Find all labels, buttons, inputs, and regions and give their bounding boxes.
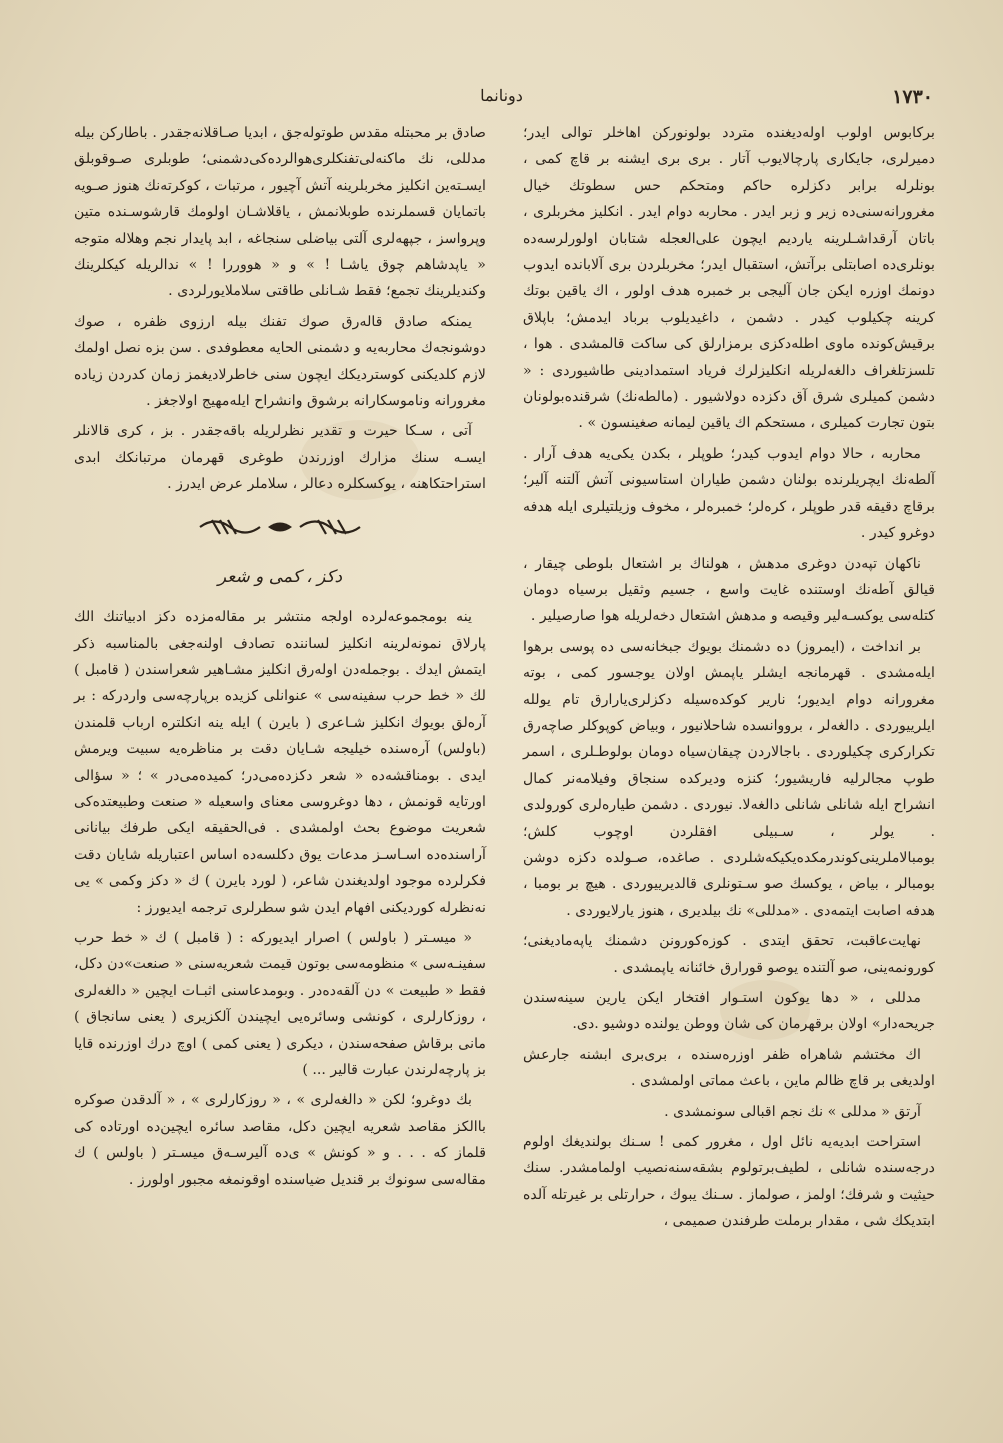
section-title: دکز ، کمی و شعر: [217, 566, 343, 587]
page-header: [70, 86, 933, 116]
paragraph: « میسـتر ( باولس ) اصرار ایدیورکە : ( قامبل ) ك « خط حرب سفینـەسی » منظومەسی بوتون قیمت شعریەسنی « صنعت»دن دکل، فقط « طبیعت » دن آلقەدەدر . وبومدعاسنی اثبـات ایچین « دالغەلری ، روزکارلری ، کونشی وسائرەیی ایچیندن آلکزیری ( یعنی سانجاق ) مانی برقاش صفحەسندن ، دیکری ( یعنی کمی ) اوچ درك اوزرندە قایا بز پارچەلرندن عبارت قالیر ... ): [74, 929, 486, 1078]
paragraph: ناکهان تپەدن دوغری مدهش ، هولناك بر اشتعال بلوطی چیقار ، قیالق آطەنك اوستندە غایت واسع ، جسیم وثقیل برسیاە دومان کتلەسی یوکسـەلیر وقیصه و مدهش اشتعال دخەلریلە هوا صارصیلیر .: [523, 555, 935, 625]
paragraph: ینە بومجموعەلردە اولجە منتشر بر مقالەمزدە دکز ادبیاتنك الك پارلاق نمونەلرینە انکلیز لسانندە تصادف اولنەجغی بالمناسبه ذکر ایتمش ایدك . بوجملەدن اولەرق انکلیز مشـاهیر شعراسندن ( قامبل ) لك « خط حرب سفینەسی » عنوانلی کزیده برپارچەسی واردرکه : بر آرەلق بویوك انکلیز شـاعری ( بایرن ) ایلە ینە انکلترە ارباب قلمندن (باولس) آرەسندە خیلیجە شـایان دقت بر مناظرەیە سبیت ویرمش ایدی . بومناقشەدە « شعر دکزدەمی‌در؛ کمیدەمی‌در » ؛ « سؤالی اورتایە قونمش ، دها دوغروسی معنای واسعیلە « صنعت وطبیعتدەکی شعریت موضوع بحث اولمشدی . فی‌الحقیقە ایکی طرفك بیانانی آراسندەدە اسـاسـز مدعات یوق دکلسەدە اساس اعتباریلە شایان دقت فکرلردە موجود اولدیغندن شاعر، ( لورد بایرن ) ك « دکز وکمی » یی نەنظرلە کوردیکنی افهام ایدن شو سطرلری ترجمە ایدیورز :: [74, 609, 486, 916]
paragraph: بك دوغرو؛ لکن « دالغەلری » ، « روزکارلری » ، « آلدقدن صوکرە باالکز مقاصد شعریە ایچین دکل، مقاصد سائرە ایچین‌دە اورتادە کی قلماز کە . . . و « کونش » ی‌دە آلیرسـەق میسـتر ( باولس ) ك مقالەسی سونوك بر قندیل ضیاسندە اوقونمغە مجبور اولورز .: [74, 1092, 486, 1188]
paragraph: استراحت ابدیه‌یە نائل اول ، مغرور کمی ! سـنك بولندیغك اولوم درجەسندە شانلی ، لطیف‌برتولوم بشقەسنەنصیب اولمامشدر. سنك حیثیت و شرفك؛ اولمز ، صولماز . سـنك یبوك ، حرارتلی بر غیرتلە آلدە ابتدیکك شی‌ ، مقدار برملت طرفندن صمیمی ،: [523, 1134, 935, 1230]
right-column: [523, 120, 935, 1239]
running-title: دونانما: [480, 86, 523, 105]
paragraph: آرتق « مدللی » نك نجم اقبالی سونمشدی .: [664, 1103, 921, 1120]
paragraph: نهایت‌عاقبت، تحقق ایتدی . کوزەکورونن دشمنك یاپەمادیغنی؛ کورونمەینی، صو آلتندە یوصو قورارق خائنانە یاپمشدی .: [523, 933, 935, 976]
section-divider-ornament: [190, 514, 370, 540]
paragraph: محاربه ، حالا دوام ایدوب کیدر؛ طوپلر ، بکدن یکی‌یە هدف آرار . آلطەنك ایچریلرندە بولنان دشمن طیاران استاسیونی آتش آلتنە آلیر؛ برقاچ دقیقە قدر طوپلر ، کرەلر؛ خمبرەلر ، مخوف وزیلتیلری ایلە هدفە دوغرو کیدر .: [523, 445, 935, 542]
paragraph: اك مختشم شاهراه ظفر اوزرەسندە ، بری‌بری ابشنە جارعش اولدیغی بر قاچ ظالم ماین ، باعث مماتی اولمشدی .: [523, 1046, 935, 1090]
page-number: ١٧٣٠: [892, 86, 933, 108]
paragraph: بر انداخت ، (ایمروز) دە دشمنك بویوك جبخانەسی ده پوسی برهوا ایلەمشدی . قهرمانجە ایشلر یاپمش اولان یوجسور کمی ، بوتە مغرورانە دوام ایدیور؛ ناریر کوکدەسیله دکزلری‌یارارق تام یوللە ایلرییوردی . دالغەلر ، برووانسدە شاحلانیور ، وبیاض کوپوکلر صاچەرق تکرارکری چکیلوردی . باجالاردن چیقان‌سیاه دومان بولوطـلری ، اسمر طوپ مجالرلیە فاریشیور؛ کنزە ودیرکدە سنجاق وفیلامەنر کمال انشراح ایلە شانلی شانلی دالغەلا. نیوردی . دشمن طیارەلری کورولدی . یولر ، سـبیلی‌ افقلردن اوچوب کلش؛ بومبالاملرینی‌کوندرمکدەیکیکەشلردی . صاغدە، صـولدە دکزە دوشن بومبالر ، بیاض ، یوکسك صو سـتونلری قالدیرییوردی . هیچ بر بومبا ، هدفە اصابت ایتمەدی . «مدللی» نك بیلدیری ، هنوز یارلایوردی .: [523, 638, 935, 919]
paragraph: آتی ، سـکا حیرت و تقدیر نظرلریلە باقەجقدر . بز ، کری قالانلر ایسـە سنك مزارك اوزرندن طوغری قهرمان مرتبانكك ابدی استراحتکاهنە ، یوکسکلرە دعالر ، سلاملر عرض ایدرز .: [74, 423, 486, 493]
left-column: [74, 120, 486, 1197]
paragraph: یمنکە صادق قالەرق صوك تفنك بیلە ارزوی ظفرە ، صوك دوشونجەك محاربەیە و دشمنی الحایە معطوفدی . سن بزە نصل اولمك لازم کلدیکنی کوستردیکك ایچون سنی خاطرلادیغمز زمان کدردن زیادە مغرورانە وناموسکارانە برشوق وانشراح ایلەمهیج اولاجغز .: [74, 313, 486, 410]
paragraph: صادق بر محبتلە مقدس طوتولەجق ، ابدیا صـاقلانەجقدر . باطارکن بیلە مدللی، نك ماکنەلی‌تفنکلری‌هوالردەکی‌دشمنی؛ طوبلری صـوقوبلق ایسـتەین انکلیز مخربلرینە آتش آچیور ، مرتبات ، کوکرتەنك هنوز صـویە باتمایان قسملرندە طوبلانمش ، یاقلاشـان اولومك قارشوسـندە متین وپرواسز ، جپهەلری آلتی بیاضلی سنجاغە ، ابد پایدار نجم وهلالە متوجە « یاپدشاهم چوق یاشـا ! » و « هووررا ! » ندالریلە کیکلرینك وکندیلرینك تجمع؛ فقط شـانلی طاقتی سلاملایورلردی .: [74, 125, 486, 300]
paragraph: برکابوس اولوب اولەدیغندە متردد بولونورکن اهاخلر توالی ایدر؛ دمیرلری، جایکاری پارچالایوب آتار . بری بری ایشنه بر قاچ کمی‌ ، بونلرله برابر دکزلرە حاکم ومتحکم حس سطوتك خیال مغرورانەسنی‌دە زیر و زبر ایدر . محاربه دوام ایدر . انکلیز مخربلری ، باتان آرقداشـلرینه یاردیم ایچون علی‌العجله شتابان اولورلرسەدە بونلری‌دە اصابتلی برآتش، استقبال ایدر؛ مخربلردن بری آلاباندە ایدوب دونمك اوزرە ایکن جان آلیجی بر خمبره هدف اولور ، اك یاقین بوتك کرینه چکیلوب کیدر . دشمن ، داغیدیلوب برباد ایدمش؛ باپلاق برقیش‌کوندە ماوی اطلەدکزی برمزارلق کی ساکت قالمشدی . هوا ، تلسزتلغراف دالغەلریلە انکلیزلرك فریاد استمدادینی طاشیوردی : « دشمن کمیلری شرق آق دکزدە دولاشیور . (مالطەنك) شرقندەبولونان بتون تجارت کمیلری ، مستحکم اك یاقین لیمانە صغینسون » .: [523, 125, 935, 432]
paragraph: مدللی ، « دها یوکون استـوار افتخار ایکن یارین سینەسندن جریحەدار» اولان برقهرمان کی شان ووطن یولندە دوشیو .دی.: [523, 990, 935, 1033]
